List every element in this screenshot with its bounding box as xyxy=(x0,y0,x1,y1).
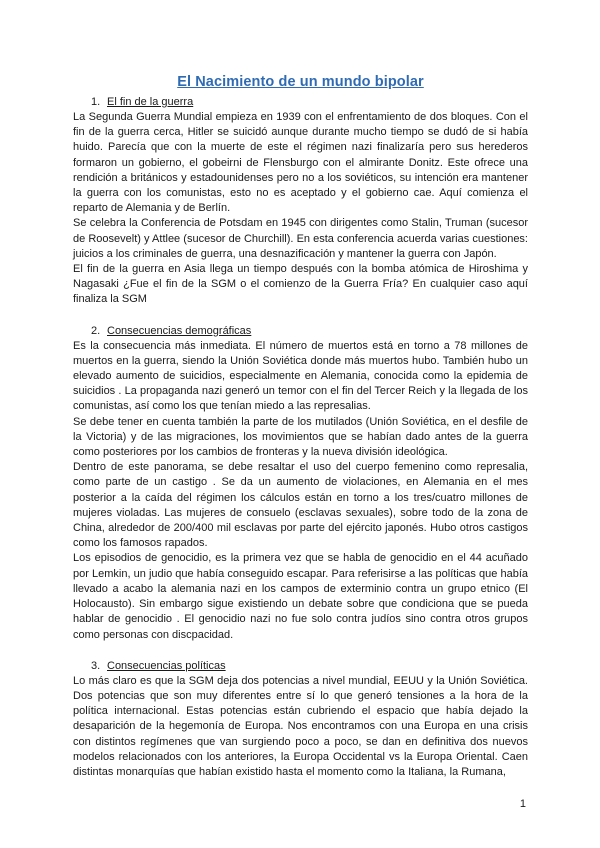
paragraph: El fin de la guerra en Asia llega un tiempo después con la bomba atómica de Hiroshima y Nagasaki ¿Fue el fin de la SGM o el comienzo de la Guerra Fría? En cualquier caso aquí finaliza la SGM xyxy=(73,263,528,306)
paragraph: Se debe tener en cuenta también la parte de los mutilados (Unión Soviética, en el desfile de la Victoria) y de las migraciones, los movimientos que se habían dado antes de la guerra como posteriores por los cambios de fronteras y la nueva división ideológica. xyxy=(73,415,528,459)
section-heading-text: El fin de la guerra xyxy=(107,96,194,108)
section-heading xyxy=(73,95,528,110)
section-number: 2. xyxy=(91,324,101,337)
section-number: 1. xyxy=(91,96,101,108)
paragraph: Lo más claro es que la SGM deja dos potencias a nivel mundial, EEUU y la Unión Soviética. Dos potencias que son muy diferentes entre sí lo que generó tensiones a la hora de la política internacional. Estas potencias están cubriendo el espacio que había dejado la desaparición de la hegemonía de Europa. Nos encontramos con una Europa en una crisis con distintos regímenes que van surgiendo poco a poco, se dan en definitiva dos nuevos modelos relacionados con los anteriores, la Europa Occidental vs la Europa Oriental. Caen distintas monarquías que habían existido hasta el momento como la Italiana, la Rumana, xyxy=(73,674,528,778)
paragraph: Los episodios de genocidio, es la primera vez que se habla de genocidio en el 44 acuñado por Lemkin, un judio que había conseguido escapar. Para referisirse a las políticas que había llevado a acabo la alemania nazi en los campos de exterminio contra un grupo etnico (El Holocausto). Sin embargo sigue existiendo un debate sobre que condiciona que se pueda hablar de genocidio . El genocidio nazi no fue solo contra judíos sino contra otros grupos como personas con discpacidad. xyxy=(73,552,528,641)
page-number: 1 xyxy=(519,798,526,810)
section-heading xyxy=(73,324,528,339)
section-heading xyxy=(73,659,528,674)
section-2 xyxy=(73,324,528,643)
section-heading-text: Consecuencias demográficas xyxy=(107,324,252,337)
section-spacer xyxy=(73,643,528,659)
document-title: El Nacimiento de un mundo bipolar xyxy=(177,74,424,90)
section-spacer xyxy=(73,308,528,324)
paragraph: Es la consecuencia más inmediata. El número de muertos está en torno a 78 millones de muertos en la guerra, siendo la Unión Soviética donde más muertos hubo. También hubo un elevado aumento de suicidios, especialmente en Alemania, conocida como la epidemia de suicidios . La propaganda nazi generó un temor con el fin del Tercer Reich y la llegada de los comunistas, así como los que tenían miedo a las represalias. xyxy=(73,339,528,413)
section-heading-text: Consecuencias políticas xyxy=(107,659,226,672)
paragraph: La Segunda Guerra Mundial empieza en 1939 con el enfrentamiento de dos bloques. Con el fin de la guerra cerca, Hitler se suicidó aunque durante mucho tiempo se dudó de si había huido. Parecía que con la muerte de este el régimen nazi finalizaría pero sus herederos formaron un gobierno, el gobeirni de Flensburgo con el almirante Donitz. Este ofrece una rendición a británicos y estadounidenses pero no a los soviéticos, su intención era mantener la guerra con los comunistas, esto no es aceptado y el gobierno cae. Aquí comienza el reparto de Alemania y de Berlín. xyxy=(73,111,528,215)
paragraph: Se celebra la Conferencia de Potsdam en 1945 con dirigentes como Stalin, Truman (sucesor de Roosevelt) y Attlee (sucesor de Churchill). En esta conferencia acuerda varias cuestiones: juicios a los criminales de guerra, una desnazificación y mantener la guerra con Japón. xyxy=(73,217,528,260)
section-number: 3. xyxy=(91,659,101,672)
section-1 xyxy=(73,95,528,308)
paragraph: Dentro de este panorama, se debe resaltar el uso del cuerpo femenino como represalia, como parte de un castigo . Se da un aumento de violaciones, en Alemania en el mes posterior a la caída del régimen los cálculos están en torno a los tres/cuatro millones de mujeres violadas. Las mujeres de consuelo (esclavas sexuales), sobre todo de la zona de China, alrededor de 200/400 mil esclavas por parte del ejército japonés. Hubo otros castigos como los famosos rapados. xyxy=(73,461,528,550)
section-3 xyxy=(73,659,528,780)
